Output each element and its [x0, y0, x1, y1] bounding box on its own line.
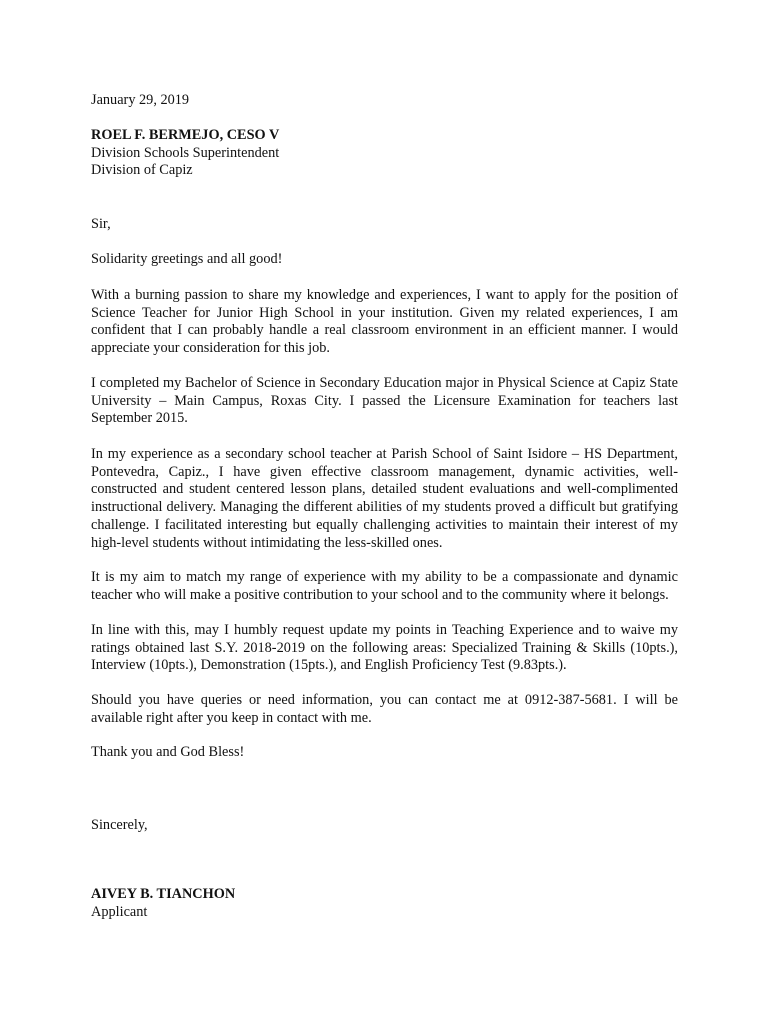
paragraph-education: I completed my Bachelor of Science in Secondary Education major in Physical Science at Capiz State University – Main Campus, Roxas City. I passed the Licensure Examination for teachers last September 2015.: [91, 375, 678, 427]
greeting: Solidarity greetings and all good!: [91, 251, 283, 267]
paragraph-position: With a burning passion to share my knowledge and experiences, I want to apply for the position of Science Teacher for Junior High School in your institution. Given my related experiences, I am confident that I can probably handle a real classroom environment in an efficient manner. I would appreciate your consideration for this job.: [91, 287, 678, 357]
paragraph-contact: Should you have queries or need information, you can contact me at 0912-387-5681. I will be available right after you keep in contact with me.: [91, 692, 678, 726]
letter-date: January 29, 2019: [91, 92, 190, 108]
sender-role: Applicant: [91, 903, 148, 920]
recipient-name: ROEL F. BERMEJO, CESO V: [91, 127, 280, 143]
paragraph-request: In line with this, may I humbly request update my points in Teaching Experience and to waive my ratings obtained last S.Y. 2018-2019 on the following areas: Specialized Training & Skills (10pts.), Interview (10pts.), Demonstration (15pts.), and English Proficiency Test (9.83pts.).: [91, 622, 678, 674]
recipient-block: [91, 127, 678, 180]
sender-block: [91, 886, 678, 921]
salutation: Sir,: [91, 216, 111, 232]
sender-name: AIVEY B. TIANCHON: [91, 886, 236, 902]
paragraph-experience: In my experience as a secondary school teacher at Parish School of Saint Isidore – HS Department, Pontevedra, Capiz., I have given effective classroom management, dynamic activities, well-constructed and student centered lesson plans, detailed student evaluations and well-complimented instructional delivery. Managing the different abilities of my students proved a difficult but gratifying challenge. I facilitated interesting but equally challenging activities to maintain their interest of my high-level students without intimidating the less-skilled ones.: [91, 446, 678, 551]
recipient-title: Division Schools Superintendent: [91, 144, 280, 161]
paragraph-aim: It is my aim to match my range of experience with my ability to be a compassionate and dynamic teacher who will make a positive contribution to your school and to the community where it belongs.: [91, 569, 678, 603]
closing-thanks: Thank you and God Bless!: [91, 744, 245, 760]
recipient-office: Division of Capiz: [91, 162, 193, 179]
valediction: Sincerely,: [91, 817, 148, 833]
